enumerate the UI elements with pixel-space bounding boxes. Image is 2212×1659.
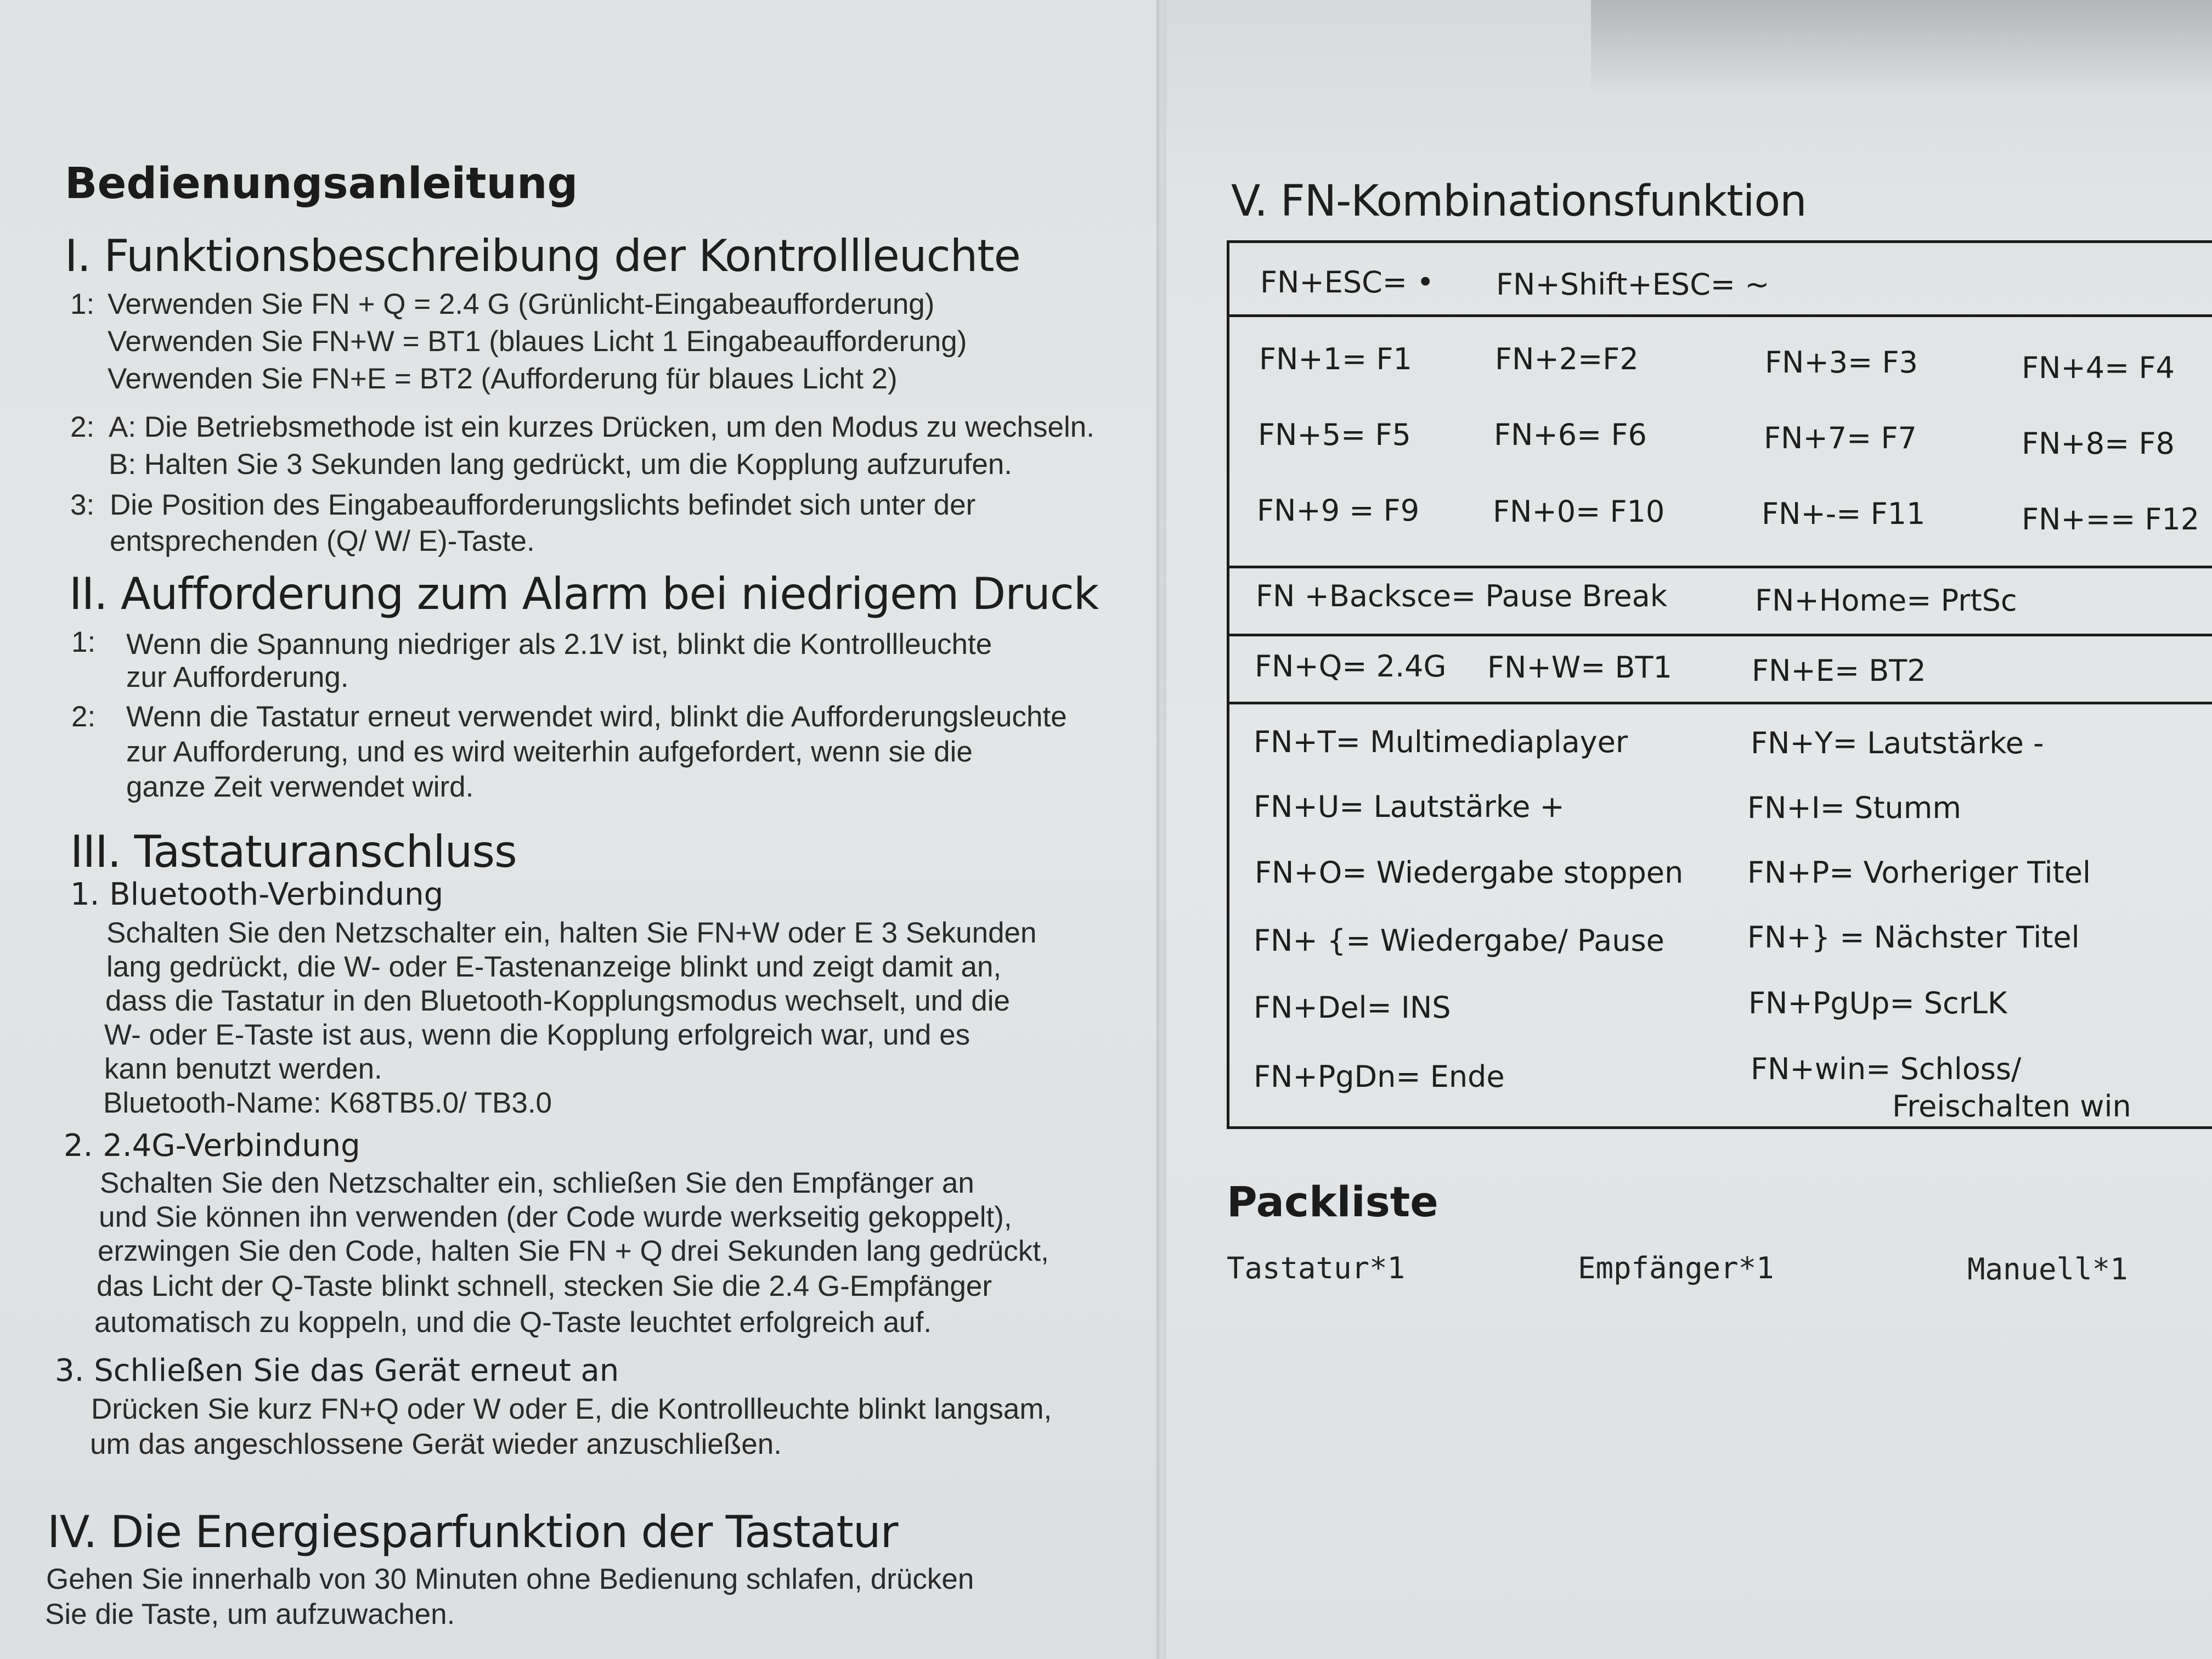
fn-pgup: FN+PgUp= ScrLK [1748,986,2007,1020]
fn-1: FN+1= F1 [1259,342,1412,376]
section-4-title: IV. Die Energiesparfunktion der Tastatur [47,1506,898,1558]
sec4-line2: Sie die Taste, um aufzuwachen. [45,1598,455,1630]
fn-8: FN+8= F8 [2022,426,2175,461]
fn-brace-open: FN+ {= Wiedergabe/ Pause [1254,923,1664,958]
sec3-sub1-title: 1. Bluetooth-Verbindung [70,877,444,912]
section-2-title: II. Aufforderung zum Alarm bei niedrigem Druck [69,568,1099,619]
sec3-sub1-line5: kann benutzt werden. [104,1053,382,1085]
sec4-line1: Gehen Sie innerhalb von 30 Minuten ohne Bedienung schlafen, drücken [46,1563,974,1595]
sec2-item2-num: 2: [71,701,96,733]
pack-item-receiver: Empfänger*1 [1578,1251,1774,1285]
table-divider [1229,314,2212,317]
fn-9: FN+9 = F9 [1257,493,1420,528]
fn-minus: FN+-= F11 [1762,496,1926,531]
sec1-item3-line1: Die Position des Eingabeaufforderungslichts befindet sich unter der [110,489,976,521]
sec2-item2-line1: Wenn die Tastatur erneut verwendet wird, blinkt die Aufforderungsleuchte [126,701,1067,733]
sec3-sub2-line4: das Licht der Q-Taste blinkt schnell, stecken Sie die 2.4 G-Empfänger [97,1270,992,1302]
fn-equals: FN+== F12 [2022,502,2200,537]
fn-win-cont: Freischalten win [1892,1089,2131,1124]
fn-esc: FN+ESC= • [1260,265,1435,300]
sec1-item2-num: 2: [70,411,95,443]
sec2-item2-line2: zur Aufforderung, und es wird weiterhin aufgefordert, wenn sie die [126,736,973,768]
sec3-sub3-title: 3. Schließen Sie das Gerät erneut an [55,1353,619,1389]
fn-brace-close: FN+} = Nächster Titel [1747,920,2080,955]
sec1-item2-line2: B: Halten Sie 3 Sekunden lang gedrückt, um die Kopplung aufzurufen. [109,448,1013,481]
main-title: Bedienungsanleitung [65,159,578,208]
fn-o: FN+O= Wiedergabe stoppen [1255,855,1684,890]
fn-q: FN+Q= 2.4G [1255,649,1447,684]
sec1-item1-num: 1: [70,288,95,320]
sec3-sub2-title: 2. 2.4G-Verbindung [64,1128,360,1164]
fn-win: FN+win= Schloss/ [1751,1052,2022,1086]
fn-t: FN+T= Multimediaplayer [1254,725,1628,759]
sec2-item1-line2: zur Aufforderung. [126,661,349,693]
fn-del: FN+Del= INS [1254,990,1451,1025]
fn-i: FN+I= Stumm [1747,791,1961,825]
table-divider [1229,634,2212,636]
fn-6: FN+6= F6 [1494,417,1647,452]
sec3-sub1-line4: W- oder E-Taste ist aus, wenn die Kopplung erfolgreich war, und es [104,1019,970,1051]
sec3-sub1-line6: Bluetooth-Name: K68TB5.0/ TB3.0 [103,1087,552,1119]
fn-pgdn: FN+PgDn= Ende [1254,1059,1505,1094]
fn-0: FN+0= F10 [1493,494,1665,529]
fn-e: FN+E= BT2 [1752,653,1926,688]
section-3-title: III. Tastaturanschluss [70,826,517,877]
fn-7: FN+7= F7 [1764,421,1917,455]
pack-item-keyboard: Tastatur*1 [1227,1251,1406,1285]
fn-shift-esc: FN+Shift+ESC= ~ [1496,267,1770,302]
sec1-item2-line1: A: Die Betriebsmethode ist ein kurzes Drücken, um den Modus zu wechseln. [109,411,1094,443]
sec3-sub1-line3: dass die Tastatur in den Bluetooth-Kopplungsmodus wechselt, und die [105,985,1010,1017]
section-1-title: I. Funktionsbeschreibung der Kontrollleuchte [65,230,1020,281]
sec3-sub3-line2: um das angeschlossene Gerät wieder anzuschließen. [90,1428,782,1460]
fn-table [1227,240,2212,1129]
sec2-item1-line1: Wenn die Spannung niedriger als 2.1V ist, blinkt die Kontrollleuchte [126,628,992,661]
fn-section-title: V. FN-Kombinationsfunktion [1231,177,1807,226]
sec1-item3-line2: entsprechenden (Q/ W/ E)-Taste. [110,525,535,557]
sec3-sub3-line1: Drücken Sie kurz FN+Q oder W oder E, die Kontrollleuchte blinkt langsam, [91,1393,1052,1425]
table-divider [1229,702,2212,704]
page-fold [1156,0,1166,1659]
fn-u: FN+U= Lautstärke + [1254,789,1565,824]
pack-item-manual: Manuell*1 [1967,1252,2128,1286]
fn-p: FN+P= Vorheriger Titel [1747,855,2091,890]
fn-2: FN+2=F2 [1495,342,1639,376]
sec3-sub2-line2: und Sie können ihn verwenden (der Code wurde werkseitig gekoppelt), [99,1201,1012,1233]
fn-3: FN+3= F3 [1765,345,1918,380]
fn-4: FN+4= F4 [2022,351,2175,385]
sec1-item1-line3: Verwenden Sie FN+E = BT2 (Aufforderung für blaues Licht 2) [108,363,898,395]
sec2-item1-num: 1: [71,626,96,658]
sec2-item2-line3: ganze Zeit verwendet wird. [126,771,474,803]
table-divider [1229,566,2212,568]
fn-backspace: FN +Backsce= Pause Break [1256,579,1668,613]
fn-y: FN+Y= Lautstärke - [1751,726,2044,760]
shadow [1591,0,2212,93]
sec3-sub2-line3: erzwingen Sie den Code, halten Sie FN + Q drei Sekunden lang gedrückt, [98,1235,1049,1267]
sec1-item1-line2: Verwenden Sie FN+W = BT1 (blaues Licht 1 Eingabeaufforderung) [108,325,967,358]
fn-5: FN+5= F5 [1258,417,1411,452]
sec3-sub1-line1: Schalten Sie den Netzschalter ein, halten Sie FN+W oder E 3 Sekunden [106,917,1037,949]
fn-home: FN+Home= PrtSc [1755,583,2017,618]
sec1-item1-line1: Verwenden Sie FN + Q = 2.4 G (Grünlicht-Eingabeaufforderung) [108,288,935,320]
fn-w: FN+W= BT1 [1487,650,1672,685]
sec3-sub2-line5: automatisch zu koppeln, und die Q-Taste leuchtet erfolgreich auf. [94,1306,932,1339]
sec3-sub2-line1: Schalten Sie den Netzschalter ein, schließen Sie den Empfänger an [100,1167,974,1199]
sec1-item3-num: 3: [70,489,95,521]
packliste-title: Packliste [1227,1177,1438,1226]
sec3-sub1-line2: lang gedrückt, die W- oder E-Tastenanzeige blinkt und zeigt damit an, [106,951,1002,983]
